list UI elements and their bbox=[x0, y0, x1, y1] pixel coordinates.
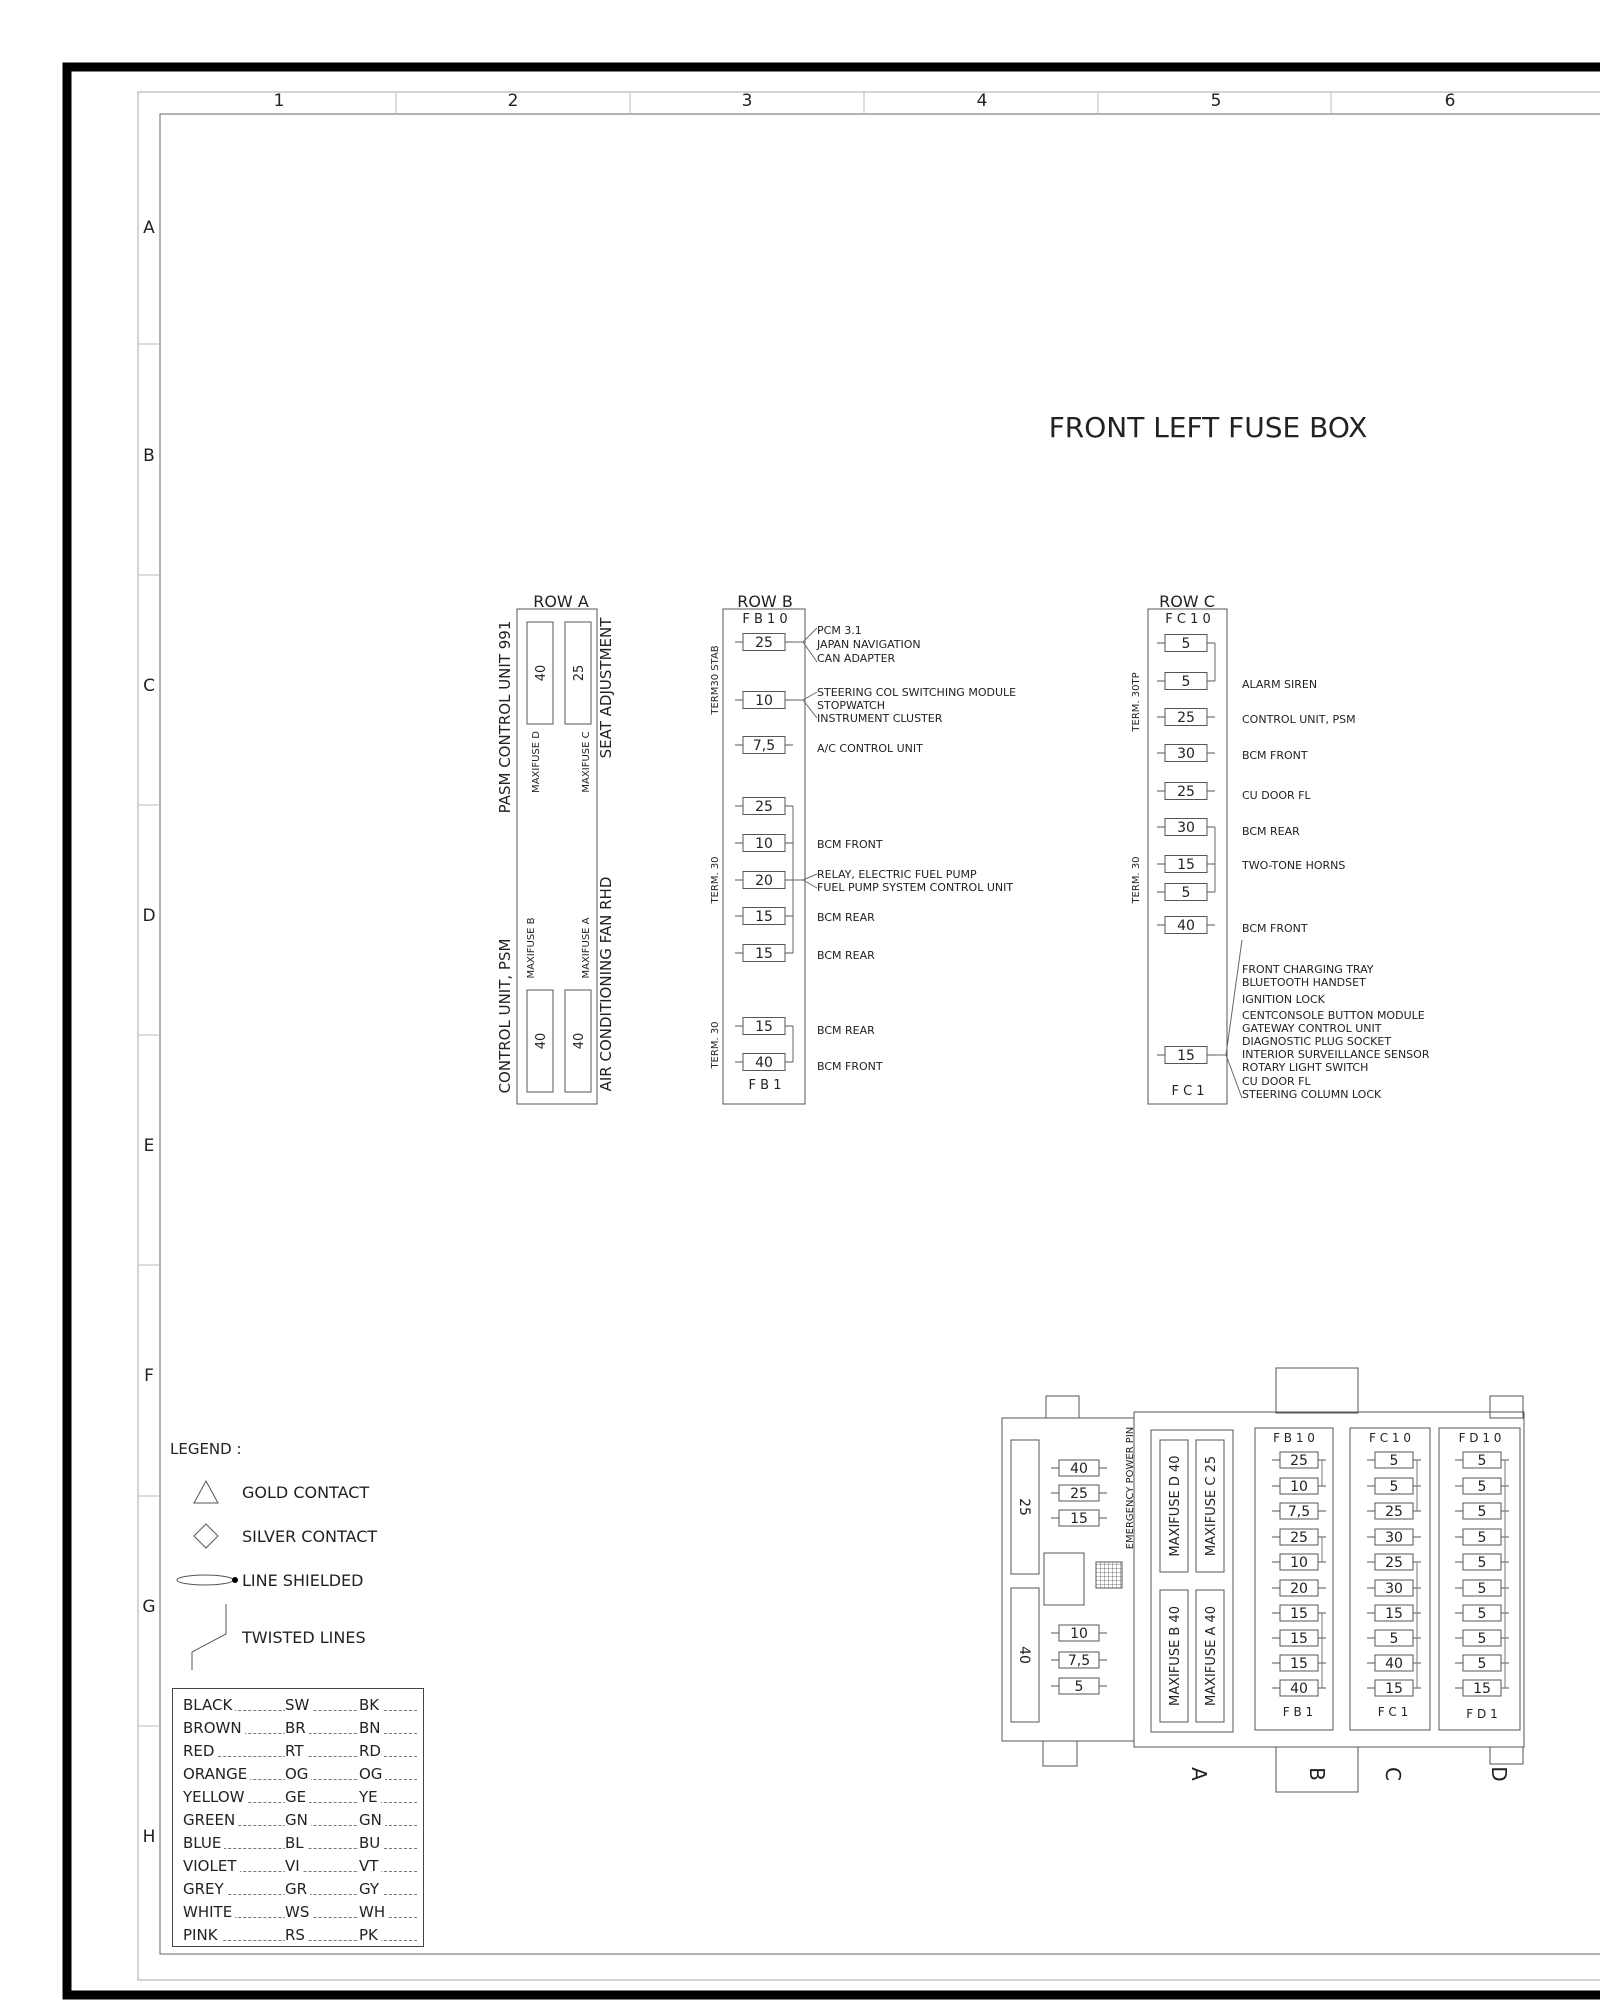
row-a-frame bbox=[517, 609, 597, 1104]
color-code-de: WS bbox=[285, 1903, 312, 1921]
fuse bbox=[1157, 856, 1215, 874]
fuse bbox=[1367, 1529, 1421, 1546]
twisted-lines-icon bbox=[176, 1602, 236, 1672]
fuse bbox=[1272, 1655, 1326, 1672]
grid-col-label: 4 bbox=[976, 91, 988, 111]
fuse bbox=[1272, 1503, 1326, 1520]
row-b-desc-text: STEERING COL SWITCHING MODULE bbox=[817, 686, 1017, 699]
fuse bbox=[1272, 1680, 1326, 1697]
page-title: FRONT LEFT FUSE BOX bbox=[1048, 411, 1368, 444]
row-c-term-30tp: TERM. 30TP bbox=[1131, 672, 1142, 732]
fuse bbox=[1367, 1503, 1421, 1520]
fuse-rating: 30 bbox=[1385, 1581, 1403, 1597]
box-letter-d: D bbox=[1487, 1766, 1511, 1782]
color-code-en: VT bbox=[359, 1857, 381, 1875]
fuse-rating: 25 bbox=[1070, 1486, 1088, 1502]
color-name: VIOLET bbox=[183, 1857, 240, 1875]
fuse bbox=[1272, 1630, 1326, 1647]
fuse bbox=[1455, 1503, 1509, 1520]
fuse bbox=[735, 1054, 793, 1072]
fuse bbox=[1157, 884, 1215, 902]
fuse bbox=[1157, 1047, 1215, 1065]
fuse bbox=[1367, 1605, 1421, 1622]
color-code-de: RS bbox=[285, 1926, 308, 1944]
fuse-rating: 40 bbox=[755, 1055, 773, 1071]
fuse-rating: 15 bbox=[1385, 1681, 1403, 1697]
row-c-desc-text: DIAGNOSTIC PLUG SOCKET bbox=[1242, 1035, 1392, 1048]
row-b-desc-text: RELAY, ELECTRIC FUEL PUMP bbox=[817, 868, 977, 881]
fuse-rating: 25 bbox=[1290, 1530, 1308, 1546]
legend-silver bbox=[170, 1514, 430, 1558]
row-c-desc-text: ALARM SIREN bbox=[1242, 678, 1318, 691]
fuse-rating: 5 bbox=[1477, 1606, 1487, 1622]
fuse-rating: 25 bbox=[1177, 710, 1195, 726]
fuse-rating: 7,5 bbox=[1287, 1504, 1311, 1520]
color-name: YELLOW bbox=[183, 1788, 247, 1806]
fuse bbox=[1455, 1452, 1509, 1469]
grid-col-label: 1 bbox=[273, 91, 285, 111]
row-b-desc-text: BCM FRONT bbox=[817, 1060, 883, 1073]
box-tab-top-left bbox=[1046, 1396, 1079, 1418]
fuse-rating: 5 bbox=[1389, 1631, 1399, 1647]
fuse bbox=[1455, 1554, 1509, 1571]
fuse bbox=[735, 908, 793, 926]
fb-top: F B 1 0 bbox=[1273, 1431, 1315, 1445]
color-name: GREEN bbox=[183, 1811, 238, 1829]
fuse bbox=[1272, 1478, 1326, 1495]
fuse-rating: 7,5 bbox=[1067, 1653, 1091, 1669]
color-code-en: GY bbox=[359, 1880, 382, 1898]
fuse bbox=[1272, 1452, 1326, 1469]
fuse bbox=[1272, 1580, 1326, 1597]
row-c-desc-text: FRONT CHARGING TRAY bbox=[1242, 963, 1374, 976]
color-row bbox=[173, 1875, 423, 1898]
fuse bbox=[1455, 1580, 1509, 1597]
fuse bbox=[1051, 1485, 1107, 1502]
row-b-desc-text: FUEL PUMP SYSTEM CONTROL UNIT bbox=[817, 881, 1014, 894]
fuse-rating: 5 bbox=[1074, 1679, 1084, 1695]
color-code-en: BN bbox=[359, 1719, 384, 1737]
color-code-de: RT bbox=[285, 1742, 307, 1760]
fuse-rating: 7,5 bbox=[752, 738, 776, 754]
color-name: RED bbox=[183, 1742, 217, 1760]
fuse-rating: 15 bbox=[1290, 1656, 1308, 1672]
fuse bbox=[1455, 1605, 1509, 1622]
row-c-desc-text: BCM FRONT bbox=[1242, 749, 1308, 762]
color-code-en: PK bbox=[359, 1926, 381, 1944]
fuse-rating: 15 bbox=[1177, 1048, 1195, 1064]
fuse bbox=[1272, 1605, 1326, 1622]
fuse-rating: 15 bbox=[755, 1019, 773, 1035]
fuse bbox=[1051, 1625, 1107, 1642]
box-fuse-columns bbox=[1272, 1452, 1509, 1697]
fuse-rating: 15 bbox=[1290, 1606, 1308, 1622]
color-code-en: OG bbox=[359, 1765, 385, 1783]
grid-col-label: 6 bbox=[1444, 91, 1456, 111]
row-b-label: ROW B bbox=[737, 592, 793, 611]
box-tab-top-right bbox=[1490, 1396, 1523, 1418]
legend-gold-label: GOLD CONTACT bbox=[242, 1482, 370, 1502]
row-b-desc-text: A/C CONTROL UNIT bbox=[817, 742, 923, 755]
fuse-rating: 30 bbox=[1177, 820, 1195, 836]
fuse-rating: 10 bbox=[1290, 1555, 1308, 1571]
row-b-term-30b: TERM. 30 bbox=[710, 1021, 721, 1069]
row-b-desc-text: BCM REAR bbox=[817, 911, 875, 924]
row-c-term-30: TERM. 30 bbox=[1131, 856, 1142, 904]
row-c-descriptions bbox=[1241, 678, 1430, 1101]
row-a-label: ROW A bbox=[533, 592, 589, 611]
grid-row-label: F bbox=[144, 1366, 154, 1386]
fuse-rating: 40 bbox=[1385, 1656, 1403, 1672]
row-c-label: ROW C bbox=[1159, 592, 1215, 611]
box-tab-bottom-d bbox=[1490, 1747, 1523, 1764]
row-c bbox=[1131, 592, 1430, 1104]
color-row bbox=[173, 1921, 423, 1944]
fuse-rating: 10 bbox=[1290, 1479, 1308, 1495]
color-row bbox=[173, 1852, 423, 1875]
color-name: GREY bbox=[183, 1880, 227, 1898]
fuse-rating: 15 bbox=[1070, 1511, 1088, 1527]
grid-row-label: G bbox=[142, 1597, 156, 1617]
fd-top: F D 1 0 bbox=[1458, 1431, 1502, 1445]
grid-col-label: 3 bbox=[741, 91, 753, 111]
fuse bbox=[1157, 819, 1215, 837]
fuse-rating: 5 bbox=[1477, 1504, 1487, 1520]
color-row bbox=[173, 1737, 423, 1760]
fuse-rating: 15 bbox=[1177, 857, 1195, 873]
box-letter-b: B bbox=[1305, 1767, 1329, 1781]
row-c-twist bbox=[1215, 940, 1242, 1098]
grid-row-label: E bbox=[143, 1136, 155, 1156]
box-letter-c: C bbox=[1381, 1767, 1405, 1781]
fuse bbox=[1157, 917, 1215, 935]
fuse-box-layout bbox=[1002, 1368, 1524, 1792]
fuse-rating: 10 bbox=[755, 836, 773, 852]
fb-bottom: F B 1 bbox=[1282, 1705, 1314, 1719]
color-code-de: VI bbox=[285, 1857, 303, 1875]
fuse bbox=[735, 1018, 793, 1036]
maxi-a-label: MAXIFUSE A 40 bbox=[1204, 1605, 1219, 1707]
color-code-en: BK bbox=[359, 1696, 382, 1714]
fuse bbox=[1272, 1554, 1326, 1571]
row-b-top: F B 1 0 bbox=[742, 612, 788, 627]
legend-twisted bbox=[170, 1602, 430, 1672]
fuse bbox=[1455, 1680, 1509, 1697]
fuse-rating: 25 bbox=[1385, 1504, 1403, 1520]
fuse-rating: 20 bbox=[755, 873, 773, 889]
triangle-icon bbox=[192, 1479, 220, 1505]
color-code-en: BU bbox=[359, 1834, 383, 1852]
grid-row-label: D bbox=[142, 906, 156, 926]
grid-row-label: C bbox=[143, 676, 155, 696]
row-b-descriptions bbox=[816, 624, 1016, 1073]
fuse-rating: 25 bbox=[1290, 1453, 1308, 1469]
wire-color-table bbox=[172, 1688, 424, 1947]
fuse-rating: 15 bbox=[1385, 1606, 1403, 1622]
fuse bbox=[1157, 673, 1215, 691]
color-code-en: GN bbox=[359, 1811, 385, 1829]
legend bbox=[170, 1440, 430, 1672]
grid-col-label: 5 bbox=[1210, 91, 1222, 111]
color-code-en: RD bbox=[359, 1742, 384, 1760]
color-code-de: OG bbox=[285, 1765, 311, 1783]
color-row bbox=[173, 1898, 423, 1921]
maxifuse-d-label: MAXIFUSE D bbox=[531, 731, 542, 793]
legend-twisted-label: TWISTED LINES bbox=[242, 1627, 366, 1647]
row-c-desc-text: CU DOOR FL bbox=[1242, 789, 1311, 802]
fuse-rating: 5 bbox=[1181, 885, 1191, 901]
color-code-de: SW bbox=[285, 1696, 312, 1714]
color-code-de: BL bbox=[285, 1834, 307, 1852]
maxifuse-b-rating: 40 bbox=[534, 1032, 549, 1050]
maxi-c-label: MAXIFUSE C 25 bbox=[1204, 1455, 1219, 1557]
fuse bbox=[1051, 1510, 1107, 1527]
color-code-en: YE bbox=[359, 1788, 381, 1806]
fuse bbox=[1157, 709, 1215, 727]
row-c-fuses bbox=[1157, 635, 1242, 1099]
maxifuse-d-rating: 40 bbox=[534, 664, 549, 682]
fuse bbox=[1367, 1580, 1421, 1597]
fuse bbox=[735, 634, 793, 652]
fuse-rating: 5 bbox=[1477, 1581, 1487, 1597]
row-b-desc-text: PCM 3.1 bbox=[817, 624, 862, 637]
grid-row-label: H bbox=[142, 1827, 156, 1847]
color-name: BLACK bbox=[183, 1696, 235, 1714]
row-c-bottom: F C 1 bbox=[1171, 1084, 1205, 1099]
fuse bbox=[1157, 783, 1215, 801]
fuse-rating: 15 bbox=[755, 946, 773, 962]
row-c-desc-text: CENTCONSOLE BUTTON MODULE bbox=[1242, 1009, 1425, 1022]
fuse-rating: 5 bbox=[1389, 1453, 1399, 1469]
maxifuse-b-label: MAXIFUSE B bbox=[526, 917, 537, 979]
row-c-desc-text: BLUETOOTH HANDSET bbox=[1242, 976, 1366, 989]
fuse bbox=[1367, 1655, 1421, 1672]
box-tab-top-center bbox=[1276, 1368, 1358, 1413]
legend-title: LEGEND : bbox=[170, 1440, 242, 1458]
row-c-top: F C 1 0 bbox=[1165, 612, 1211, 627]
maxifuse-a-label: MAXIFUSE A bbox=[581, 917, 592, 979]
circuit-ac: AIR CONDITIONING FAN RHD bbox=[597, 876, 615, 1092]
fuse-rating: 5 bbox=[1477, 1453, 1487, 1469]
maxi-b-label: MAXIFUSE B 40 bbox=[1168, 1605, 1183, 1707]
grid-row-label: B bbox=[143, 446, 155, 466]
fuse-rating: 10 bbox=[1070, 1626, 1088, 1642]
color-code-de: GE bbox=[285, 1788, 309, 1806]
fuse-rating: 20 bbox=[1290, 1581, 1308, 1597]
row-b-desc-text: BCM FRONT bbox=[817, 838, 883, 851]
grid-row-label: A bbox=[143, 218, 155, 238]
maxifuse-a-rating: 40 bbox=[572, 1032, 587, 1050]
fuse-rating: 5 bbox=[1181, 636, 1191, 652]
fc-bottom: F C 1 bbox=[1377, 1705, 1409, 1719]
fuse-rating: 15 bbox=[1473, 1681, 1491, 1697]
shield-line-icon bbox=[173, 1572, 239, 1588]
fuse bbox=[735, 692, 793, 710]
row-c-desc-text: BCM REAR bbox=[1242, 825, 1300, 838]
row-c-desc-text: GATEWAY CONTROL UNIT bbox=[1242, 1022, 1382, 1035]
fuse-rating: 25 bbox=[755, 635, 773, 651]
fuse bbox=[1367, 1452, 1421, 1469]
row-c-desc-text: BCM FRONT bbox=[1242, 922, 1308, 935]
maxifuse-c-rating: 25 bbox=[572, 664, 587, 682]
legend-shielded-label: LINE SHIELDED bbox=[242, 1570, 364, 1590]
row-a bbox=[496, 592, 615, 1104]
maxifuse-c-label: MAXIFUSE C bbox=[581, 731, 592, 793]
row-c-desc-text: TWO-TONE HORNS bbox=[1242, 859, 1346, 872]
color-code-de: GR bbox=[285, 1880, 310, 1898]
drawing-area-border bbox=[160, 114, 1600, 1954]
fuse bbox=[1051, 1460, 1107, 1477]
row-b-bottom: F B 1 bbox=[748, 1078, 782, 1093]
fuse-rating: 5 bbox=[1477, 1555, 1487, 1571]
color-code-de: GN bbox=[285, 1811, 311, 1829]
fuse-rating: 30 bbox=[1177, 746, 1195, 762]
fuse-rating: 15 bbox=[1290, 1631, 1308, 1647]
row-b-desc-text: INSTRUMENT CLUSTER bbox=[817, 712, 943, 725]
circuit-psm: CONTROL UNIT, PSM bbox=[496, 938, 514, 1094]
box-letter-a: A bbox=[1187, 1767, 1211, 1781]
fuse-rating: 40 bbox=[1177, 918, 1195, 934]
legend-gold bbox=[170, 1470, 430, 1514]
fuse bbox=[735, 835, 793, 853]
color-name: PINK bbox=[183, 1926, 221, 1944]
fuse bbox=[1367, 1630, 1421, 1647]
row-b-term-30: TERM. 30 bbox=[710, 856, 721, 904]
maxi-group-frame bbox=[1151, 1430, 1233, 1732]
color-row bbox=[173, 1760, 423, 1783]
fuse bbox=[1367, 1680, 1421, 1697]
row-c-desc-text: IGNITION LOCK bbox=[1242, 993, 1325, 1006]
row-b-desc-text: BCM REAR bbox=[817, 1024, 875, 1037]
color-name: BROWN bbox=[183, 1719, 245, 1737]
fuse bbox=[1051, 1678, 1107, 1695]
legend-shielded bbox=[170, 1558, 430, 1602]
fuse-rating: 40 bbox=[1070, 1461, 1088, 1477]
row-b bbox=[710, 592, 1016, 1104]
diamond-icon bbox=[192, 1522, 220, 1550]
fuse-rating: 5 bbox=[1477, 1631, 1487, 1647]
grid-col-label: 2 bbox=[507, 91, 519, 111]
row-b-term-stab: TERM30 STAB bbox=[710, 645, 721, 715]
fuse-rating: 5 bbox=[1477, 1530, 1487, 1546]
fuse bbox=[1157, 635, 1215, 653]
color-row bbox=[173, 1806, 423, 1829]
fuse-rating: 10 bbox=[755, 693, 773, 709]
row-b-desc-text: STOPWATCH bbox=[817, 699, 885, 712]
color-row bbox=[173, 1829, 423, 1852]
color-name: ORANGE bbox=[183, 1765, 250, 1783]
fuse-rating: 5 bbox=[1389, 1479, 1399, 1495]
circuit-seat: SEAT ADJUSTMENT bbox=[597, 617, 615, 759]
row-b-desc-text: BCM REAR bbox=[817, 949, 875, 962]
fuse bbox=[1051, 1652, 1107, 1669]
fd-bottom: F D 1 bbox=[1466, 1707, 1498, 1721]
row-b-desc-text: CAN ADAPTER bbox=[817, 652, 896, 665]
big-fuse-top-rating: 25 bbox=[1016, 1498, 1032, 1516]
row-c-desc-text: INTERIOR SURVEILLANCE SENSOR bbox=[1242, 1048, 1430, 1061]
fuse-rating: 40 bbox=[1290, 1681, 1308, 1697]
fuse bbox=[1455, 1630, 1509, 1647]
color-row bbox=[173, 1691, 423, 1714]
fuse-rating: 5 bbox=[1477, 1479, 1487, 1495]
maxi-d-label: MAXIFUSE D 40 bbox=[1168, 1455, 1183, 1557]
color-code-en: WH bbox=[359, 1903, 388, 1921]
circuit-pasm: PASM CONTROL UNIT 991 bbox=[496, 620, 514, 814]
row-c-desc-text: STEERING COLUMN LOCK bbox=[1242, 1088, 1382, 1101]
big-fuse-bottom-rating: 40 bbox=[1016, 1646, 1032, 1664]
box-tab-bottom-left bbox=[1043, 1741, 1077, 1766]
fuse bbox=[1455, 1478, 1509, 1495]
row-c-desc-text: CU DOOR FL bbox=[1242, 1075, 1311, 1088]
fuse bbox=[1272, 1529, 1326, 1546]
fuse bbox=[1455, 1529, 1509, 1546]
fuse bbox=[1455, 1655, 1509, 1672]
row-c-desc-text: CONTROL UNIT, PSM bbox=[1242, 713, 1356, 726]
fuse-rating: 25 bbox=[1385, 1555, 1403, 1571]
fuse bbox=[1157, 745, 1215, 763]
fuse-rating: 25 bbox=[1177, 784, 1195, 800]
fuse bbox=[735, 872, 793, 890]
color-name: BLUE bbox=[183, 1834, 224, 1852]
row-c-desc-text: ROTARY LIGHT SWITCH bbox=[1242, 1061, 1369, 1074]
fuse bbox=[735, 737, 793, 755]
row-b-desc-text: JAPAN NAVIGATION bbox=[817, 638, 921, 651]
fuse-rating: 15 bbox=[755, 909, 773, 925]
color-name: WHITE bbox=[183, 1903, 235, 1921]
fuse-rating: 5 bbox=[1181, 674, 1191, 690]
fuse bbox=[735, 945, 793, 963]
legend-silver-label: SILVER CONTACT bbox=[242, 1526, 378, 1546]
color-row bbox=[173, 1783, 423, 1806]
fuse-rating: 5 bbox=[1477, 1656, 1487, 1672]
emergency-power-pin: EMERGENCY POWER PIN bbox=[1125, 1426, 1136, 1550]
fuse-rating: 25 bbox=[755, 799, 773, 815]
relay-block bbox=[1044, 1553, 1084, 1605]
color-row bbox=[173, 1714, 423, 1737]
fc-top: F C 1 0 bbox=[1369, 1431, 1411, 1445]
fuse bbox=[1367, 1478, 1421, 1495]
color-code-de: BR bbox=[285, 1719, 309, 1737]
fuse-rating: 30 bbox=[1385, 1530, 1403, 1546]
fuse bbox=[1367, 1554, 1421, 1571]
fuse bbox=[735, 798, 793, 816]
relay-grid bbox=[1096, 1562, 1122, 1588]
